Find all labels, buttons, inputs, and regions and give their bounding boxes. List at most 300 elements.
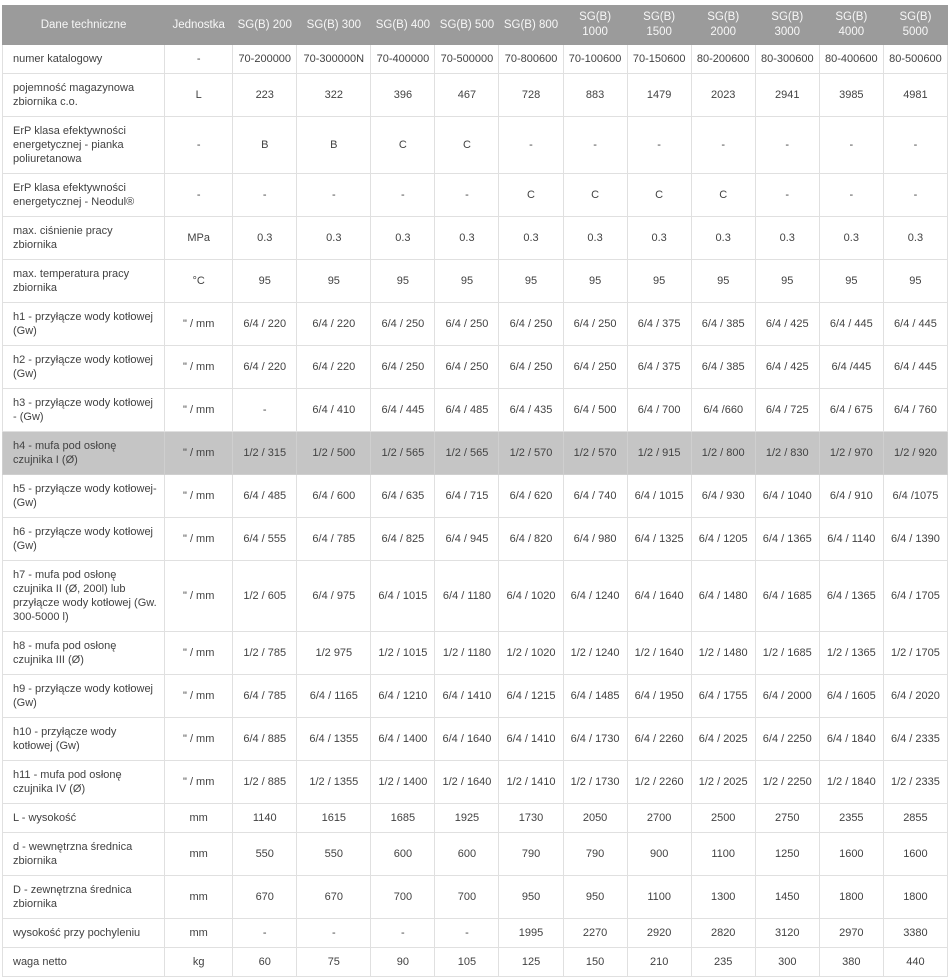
cell-value: 6/4 / 500	[563, 389, 627, 432]
cell-value: 1/2 / 605	[233, 561, 297, 632]
cell-value: 6/4 / 1180	[435, 561, 499, 632]
cell-value: 1140	[233, 804, 297, 833]
cell-value: 1/2 / 1180	[435, 632, 499, 675]
cell-value: 600	[371, 833, 435, 876]
cell-value: 1/2 / 785	[233, 632, 297, 675]
header-model-column: SG(B) 4000	[819, 6, 883, 45]
cell-value: 6/4 / 600	[297, 475, 371, 518]
cell-value: 1925	[435, 804, 499, 833]
cell-value: 6/4 / 675	[819, 389, 883, 432]
table-row	[3, 346, 948, 389]
cell-value: 4981	[883, 74, 947, 117]
cell-value: 1/2 / 2250	[755, 761, 819, 804]
table-row	[3, 174, 948, 217]
cell-value: 0.3	[297, 217, 371, 260]
cell-value: 3985	[819, 74, 883, 117]
cell-value: 95	[691, 260, 755, 303]
cell-value: 1/2 975	[297, 632, 371, 675]
cell-value: 95	[233, 260, 297, 303]
cell-value: 6/4 / 930	[691, 475, 755, 518]
cell-value: 6/4 / 975	[297, 561, 371, 632]
cell-value: 6/4 / 1730	[563, 718, 627, 761]
cell-value: 6/4 / 1640	[627, 561, 691, 632]
cell-value: 80-200600	[691, 45, 755, 74]
table-row	[3, 432, 948, 475]
cell-value: 6/4 / 250	[435, 346, 499, 389]
cell-value: 6/4 / 1410	[435, 675, 499, 718]
cell-value: -	[435, 919, 499, 948]
cell-value: -	[755, 174, 819, 217]
cell-value: 0.3	[691, 217, 755, 260]
cell-value: -	[371, 174, 435, 217]
cell-value: 1/2 / 800	[691, 432, 755, 475]
header-model-column: SG(B) 2000	[691, 6, 755, 45]
cell-value: 6/4 / 435	[499, 389, 563, 432]
cell-value: 70-300000N	[297, 45, 371, 74]
cell-value: 1/2 / 2260	[627, 761, 691, 804]
row-unit: " / mm	[165, 675, 233, 718]
cell-value: 467	[435, 74, 499, 117]
cell-value: 6/4 / 2250	[755, 718, 819, 761]
cell-value: 6/4 / 445	[371, 389, 435, 432]
header-model-column: SG(B) 1000	[563, 6, 627, 45]
cell-value: 1/2 / 1400	[371, 761, 435, 804]
cell-value: B	[297, 117, 371, 174]
cell-value: 105	[435, 948, 499, 977]
cell-value: B	[233, 117, 297, 174]
cell-value: 6/4 / 1355	[297, 718, 371, 761]
cell-value: 2270	[563, 919, 627, 948]
cell-value: 1800	[819, 876, 883, 919]
cell-value: 1/2 / 1640	[627, 632, 691, 675]
cell-value: 790	[499, 833, 563, 876]
row-label: h6 - przyłącze wody kotłowej (Gw)	[3, 518, 165, 561]
table-row	[3, 919, 948, 948]
cell-value: 6/4 / 620	[499, 475, 563, 518]
cell-value: 1/2 / 1355	[297, 761, 371, 804]
cell-value: 6/4 / 1210	[371, 675, 435, 718]
header-model-column: SG(B) 800	[499, 6, 563, 45]
cell-value: 6/4 / 885	[233, 718, 297, 761]
cell-value: 6/4 / 2260	[627, 718, 691, 761]
cell-value: C	[691, 174, 755, 217]
cell-value: 1615	[297, 804, 371, 833]
cell-value: 700	[435, 876, 499, 919]
row-unit: mm	[165, 919, 233, 948]
cell-value: 6/4 / 2000	[755, 675, 819, 718]
row-unit: °C	[165, 260, 233, 303]
cell-value: 6/4 / 910	[819, 475, 883, 518]
cell-value: 95	[563, 260, 627, 303]
cell-value: 6/4 /660	[691, 389, 755, 432]
cell-value: 0.3	[755, 217, 819, 260]
cell-value: 6/4 / 2020	[883, 675, 947, 718]
cell-value: 1995	[499, 919, 563, 948]
header-row	[3, 6, 948, 45]
cell-value: 70-150600	[627, 45, 691, 74]
cell-value: 6/4 / 375	[627, 346, 691, 389]
cell-value: 1685	[371, 804, 435, 833]
row-label: h5 - przyłącze wody kotłowej- (Gw)	[3, 475, 165, 518]
cell-value: 80-400600	[819, 45, 883, 74]
row-unit: mm	[165, 876, 233, 919]
cell-value: 6/4 / 1755	[691, 675, 755, 718]
cell-value: 6/4 / 555	[233, 518, 297, 561]
cell-value: -	[435, 174, 499, 217]
cell-value: C	[435, 117, 499, 174]
cell-value: 1/2 / 2335	[883, 761, 947, 804]
row-label: ErP klasa efektywności energetycznej - Neodul®	[3, 174, 165, 217]
cell-value: 80-500600	[883, 45, 947, 74]
cell-value: 3120	[755, 919, 819, 948]
header-model-column: SG(B) 400	[371, 6, 435, 45]
cell-value: 1/2 / 830	[755, 432, 819, 475]
row-unit: " / mm	[165, 475, 233, 518]
cell-value: 3380	[883, 919, 947, 948]
cell-value: 6/4 / 740	[563, 475, 627, 518]
table-row	[3, 675, 948, 718]
cell-value: 6/4 / 785	[233, 675, 297, 718]
cell-value: 6/4 / 1840	[819, 718, 883, 761]
cell-value: 6/4 / 760	[883, 389, 947, 432]
row-label: h10 - przyłącze wody kotłowej (Gw)	[3, 718, 165, 761]
row-label: h9 - przyłącze wody kotłowej (Gw)	[3, 675, 165, 718]
row-unit: " / mm	[165, 561, 233, 632]
table-row	[3, 217, 948, 260]
cell-value: 700	[371, 876, 435, 919]
cell-value: 6/4 / 1640	[435, 718, 499, 761]
cell-value: 790	[563, 833, 627, 876]
cell-value: 95	[435, 260, 499, 303]
cell-value: 6/4 / 445	[883, 303, 947, 346]
cell-value: 6/4 / 1040	[755, 475, 819, 518]
cell-value: 6/4 / 1325	[627, 518, 691, 561]
cell-value: 0.3	[819, 217, 883, 260]
cell-value: 6/4 / 1480	[691, 561, 755, 632]
cell-value: 1/2 / 500	[297, 432, 371, 475]
table-row	[3, 561, 948, 632]
row-unit: " / mm	[165, 432, 233, 475]
cell-value: -	[627, 117, 691, 174]
header-model-column: SG(B) 500	[435, 6, 499, 45]
cell-value: 2970	[819, 919, 883, 948]
cell-value: 1800	[883, 876, 947, 919]
cell-value: 1/2 / 970	[819, 432, 883, 475]
row-label: h7 - mufa pod osłonę czujnika II (Ø, 200l) lub przyłącze wody kotłowej (Gw. 300-5000 l)	[3, 561, 165, 632]
cell-value: 95	[819, 260, 883, 303]
cell-value: 6/4 / 1410	[499, 718, 563, 761]
cell-value: 6/4 / 220	[233, 303, 297, 346]
cell-value: 95	[499, 260, 563, 303]
cell-value: 1/2 / 1685	[755, 632, 819, 675]
cell-value: C	[371, 117, 435, 174]
cell-value: 6/4 / 385	[691, 303, 755, 346]
cell-value: -	[563, 117, 627, 174]
cell-value: 6/4 / 1165	[297, 675, 371, 718]
cell-value: 95	[297, 260, 371, 303]
cell-value: 0.3	[435, 217, 499, 260]
row-label: h2 - przyłącze wody kotłowej (Gw)	[3, 346, 165, 389]
cell-value: -	[233, 174, 297, 217]
cell-value: 80-300600	[755, 45, 819, 74]
table-row	[3, 632, 948, 675]
cell-value: 1/2 / 565	[435, 432, 499, 475]
cell-value: 6/4 / 700	[627, 389, 691, 432]
row-unit: " / mm	[165, 632, 233, 675]
cell-value: -	[883, 174, 947, 217]
cell-value: -	[755, 117, 819, 174]
cell-value: -	[233, 919, 297, 948]
row-unit: -	[165, 45, 233, 74]
cell-value: 6/4 / 250	[371, 303, 435, 346]
cell-value: 0.3	[371, 217, 435, 260]
cell-value: 2820	[691, 919, 755, 948]
cell-value: 1/2 / 915	[627, 432, 691, 475]
row-label: h8 - mufa pod osłonę czujnika III (Ø)	[3, 632, 165, 675]
cell-value: 6/4 / 425	[755, 303, 819, 346]
row-label: L - wysokość	[3, 804, 165, 833]
row-label: h11 - mufa pod osłonę czujnika IV (Ø)	[3, 761, 165, 804]
row-unit: " / mm	[165, 518, 233, 561]
cell-value: 6/4 / 250	[435, 303, 499, 346]
cell-value: 1/2 / 1020	[499, 632, 563, 675]
cell-value: 670	[297, 876, 371, 919]
cell-value: 70-800600	[499, 45, 563, 74]
cell-value: 6/4 / 250	[563, 346, 627, 389]
row-unit: " / mm	[165, 389, 233, 432]
cell-value: 6/4 / 715	[435, 475, 499, 518]
cell-value: 600	[435, 833, 499, 876]
cell-value: -	[499, 117, 563, 174]
cell-value: 6/4 / 375	[627, 303, 691, 346]
cell-value: 2750	[755, 804, 819, 833]
cell-value: 1479	[627, 74, 691, 117]
cell-value: -	[691, 117, 755, 174]
table-row	[3, 303, 948, 346]
cell-value: 670	[233, 876, 297, 919]
cell-value: 1/2 / 2025	[691, 761, 755, 804]
cell-value: 6/4 / 485	[233, 475, 297, 518]
header-model-column: SG(B) 1500	[627, 6, 691, 45]
cell-value: 0.3	[499, 217, 563, 260]
cell-value: 2050	[563, 804, 627, 833]
cell-value: 2355	[819, 804, 883, 833]
table-row	[3, 761, 948, 804]
cell-value: 1/2 / 315	[233, 432, 297, 475]
row-label: wysokość przy pochyleniu	[3, 919, 165, 948]
cell-value: 6/4 / 1400	[371, 718, 435, 761]
cell-value: -	[819, 117, 883, 174]
cell-value: 1/2 / 570	[563, 432, 627, 475]
table-body	[3, 45, 948, 977]
cell-value: 6/4 / 250	[499, 303, 563, 346]
row-unit: mm	[165, 804, 233, 833]
cell-value: 6/4 / 945	[435, 518, 499, 561]
table-row	[3, 74, 948, 117]
cell-value: 70-400000	[371, 45, 435, 74]
table-row	[3, 833, 948, 876]
cell-value: 6/4 / 635	[371, 475, 435, 518]
cell-value: 95	[883, 260, 947, 303]
cell-value: 1600	[883, 833, 947, 876]
cell-value: 95	[627, 260, 691, 303]
cell-value: 70-500000	[435, 45, 499, 74]
cell-value: -	[297, 174, 371, 217]
cell-value: 950	[499, 876, 563, 919]
cell-value: 90	[371, 948, 435, 977]
cell-value: 0.3	[883, 217, 947, 260]
cell-value: 0.3	[627, 217, 691, 260]
cell-value: 550	[233, 833, 297, 876]
cell-value: 883	[563, 74, 627, 117]
cell-value: 6/4 / 785	[297, 518, 371, 561]
cell-value: 210	[627, 948, 691, 977]
header-model-column: SG(B) 3000	[755, 6, 819, 45]
cell-value: 1600	[819, 833, 883, 876]
cell-value: 1/2 / 1730	[563, 761, 627, 804]
cell-value: 1/2 / 885	[233, 761, 297, 804]
cell-value: 2941	[755, 74, 819, 117]
cell-value: 6/4 / 1685	[755, 561, 819, 632]
cell-value: 6/4 / 220	[297, 303, 371, 346]
cell-value: 2855	[883, 804, 947, 833]
table-row	[3, 45, 948, 74]
cell-value: 6/4 / 485	[435, 389, 499, 432]
cell-value: 6/4 / 445	[883, 346, 947, 389]
cell-value: 6/4 / 825	[371, 518, 435, 561]
table-row	[3, 260, 948, 303]
cell-value: 1/2 / 920	[883, 432, 947, 475]
technical-data-table	[2, 5, 948, 977]
cell-value: 95	[371, 260, 435, 303]
row-unit: " / mm	[165, 303, 233, 346]
cell-value: 300	[755, 948, 819, 977]
cell-value: 6/4 / 725	[755, 389, 819, 432]
cell-value: 125	[499, 948, 563, 977]
row-label: h1 - przyłącze wody kotłowej (Gw)	[3, 303, 165, 346]
cell-value: -	[819, 174, 883, 217]
cell-value: 6/4 / 250	[563, 303, 627, 346]
row-unit: -	[165, 117, 233, 174]
cell-value: 75	[297, 948, 371, 977]
table-row	[3, 948, 948, 977]
cell-value: 1/2 / 1015	[371, 632, 435, 675]
cell-value: 6/4 / 425	[755, 346, 819, 389]
cell-value: 6/4 / 1020	[499, 561, 563, 632]
cell-value: 6/4 / 220	[233, 346, 297, 389]
cell-value: 6/4 / 1950	[627, 675, 691, 718]
table-row	[3, 804, 948, 833]
cell-value: C	[563, 174, 627, 217]
row-label: h4 - mufa pod osłonę czujnika I (Ø)	[3, 432, 165, 475]
cell-value: 235	[691, 948, 755, 977]
cell-value: 95	[755, 260, 819, 303]
table-row	[3, 518, 948, 561]
cell-value: C	[627, 174, 691, 217]
cell-value: 6/4 / 1365	[755, 518, 819, 561]
row-unit: L	[165, 74, 233, 117]
table-row	[3, 718, 948, 761]
cell-value: 0.3	[563, 217, 627, 260]
cell-value: 6/4 /445	[819, 346, 883, 389]
header-model-column: SG(B) 200	[233, 6, 297, 45]
cell-value: -	[233, 389, 297, 432]
row-unit: " / mm	[165, 346, 233, 389]
cell-value: 396	[371, 74, 435, 117]
row-label: numer katalogowy	[3, 45, 165, 74]
cell-value: 6/4 / 1240	[563, 561, 627, 632]
cell-value: 900	[627, 833, 691, 876]
cell-value: C	[499, 174, 563, 217]
row-unit: -	[165, 174, 233, 217]
row-label: max. ciśnienie pracy zbiornika	[3, 217, 165, 260]
row-label: d - wewnętrzna średnica zbiornika	[3, 833, 165, 876]
row-unit: " / mm	[165, 761, 233, 804]
table-row	[3, 876, 948, 919]
row-label: h3 - przyłącze wody kotłowej - (Gw)	[3, 389, 165, 432]
header-model-column: SG(B) 300	[297, 6, 371, 45]
header-label-column: Dane techniczne	[3, 6, 165, 45]
cell-value: 6/4 / 1365	[819, 561, 883, 632]
cell-value: 6/4 / 1215	[499, 675, 563, 718]
cell-value: 6/4 / 2025	[691, 718, 755, 761]
cell-value: 6/4 / 1205	[691, 518, 755, 561]
cell-value: 6/4 / 410	[297, 389, 371, 432]
cell-value: 6/4 / 1705	[883, 561, 947, 632]
cell-value: 2500	[691, 804, 755, 833]
row-unit: mm	[165, 833, 233, 876]
row-label: ErP klasa efektywności energetycznej - pianka poliuretanowa	[3, 117, 165, 174]
cell-value: 1730	[499, 804, 563, 833]
cell-value: 1/2 / 1480	[691, 632, 755, 675]
cell-value: 950	[563, 876, 627, 919]
cell-value: 6/4 / 820	[499, 518, 563, 561]
cell-value: 6/4 / 250	[371, 346, 435, 389]
cell-value: 1/2 / 1410	[499, 761, 563, 804]
cell-value: 6/4 / 1015	[371, 561, 435, 632]
cell-value: 150	[563, 948, 627, 977]
cell-value: 6/4 / 1015	[627, 475, 691, 518]
cell-value: 70-100600	[563, 45, 627, 74]
table-row	[3, 389, 948, 432]
cell-value: 728	[499, 74, 563, 117]
header-model-column: SG(B) 5000	[883, 6, 947, 45]
cell-value: 1/2 / 1365	[819, 632, 883, 675]
cell-value: 6/4 / 1605	[819, 675, 883, 718]
cell-value: -	[297, 919, 371, 948]
cell-value: 2920	[627, 919, 691, 948]
cell-value: 380	[819, 948, 883, 977]
cell-value: 0.3	[233, 217, 297, 260]
cell-value: 322	[297, 74, 371, 117]
cell-value: 1250	[755, 833, 819, 876]
cell-value: 6/4 / 980	[563, 518, 627, 561]
cell-value: 2023	[691, 74, 755, 117]
cell-value: 550	[297, 833, 371, 876]
cell-value: -	[883, 117, 947, 174]
cell-value: 6/4 / 220	[297, 346, 371, 389]
table-row	[3, 475, 948, 518]
cell-value: 60	[233, 948, 297, 977]
cell-value: 1/2 / 1705	[883, 632, 947, 675]
row-unit: MPa	[165, 217, 233, 260]
row-label: D - zewnętrzna średnica zbiornika	[3, 876, 165, 919]
cell-value: 223	[233, 74, 297, 117]
cell-value: 6/4 / 2335	[883, 718, 947, 761]
header-unit-column: Jednostka	[165, 6, 233, 45]
cell-value: 2700	[627, 804, 691, 833]
row-unit: " / mm	[165, 718, 233, 761]
